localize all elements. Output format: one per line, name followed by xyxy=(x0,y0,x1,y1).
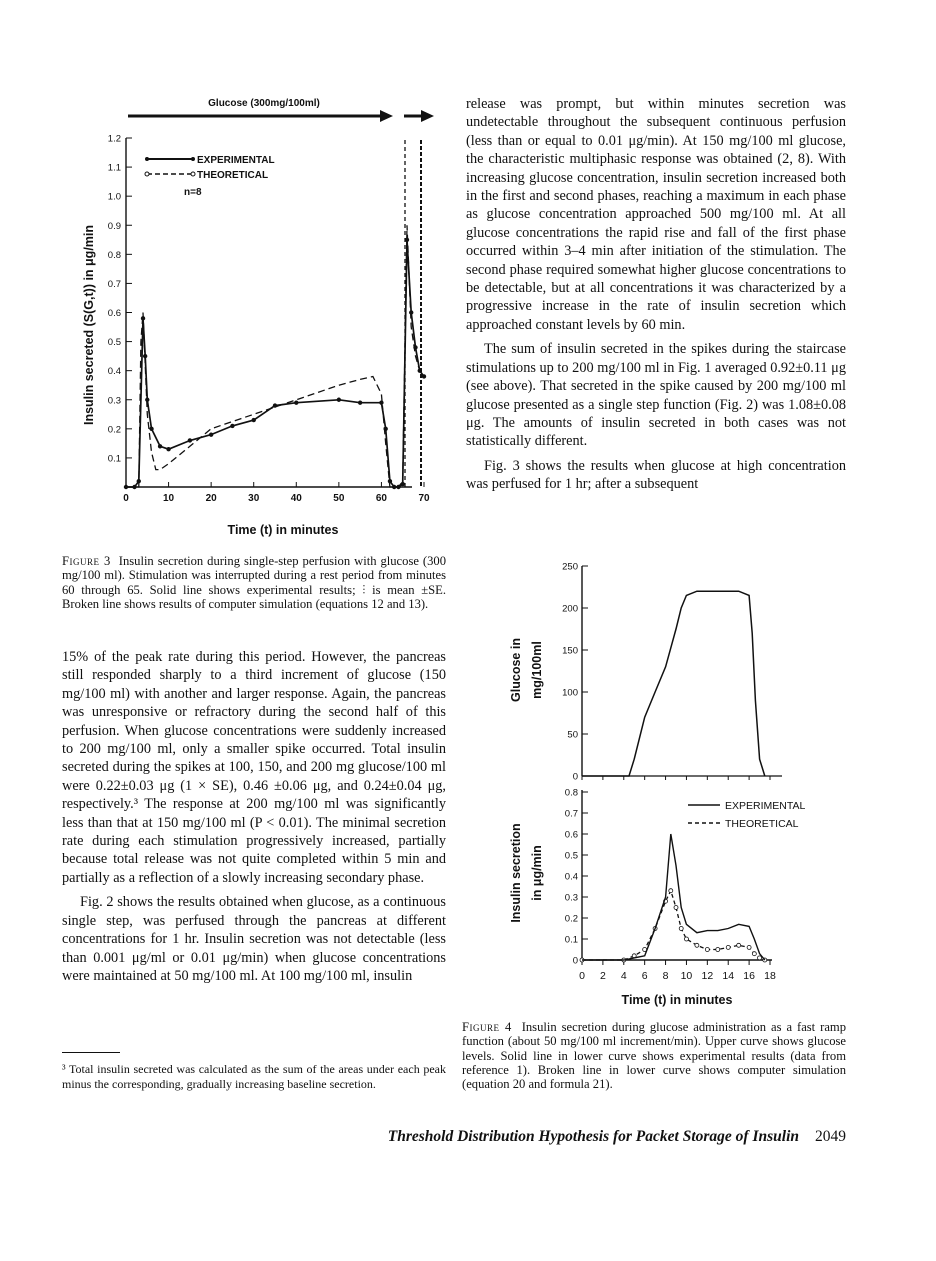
fig3-experimental-line-point xyxy=(150,427,154,431)
fig4-x-tick-label: 2 xyxy=(599,970,606,982)
running-title: Threshold Distribution Hypothesis for Packet Storage of Insulin xyxy=(387,1128,799,1145)
fig3-ylabel: Insulin secreted (S(G,t)) in μg/min xyxy=(82,224,96,426)
page-footer xyxy=(320,1128,846,1146)
fig4-bottom-y-tick-label: 0 xyxy=(572,955,578,967)
fig4-theoretical-line-point xyxy=(737,943,741,947)
fig4-theoretical-line-point xyxy=(653,927,657,931)
fig4-top-y-tick-label: 100 xyxy=(562,687,578,699)
fig4-x-tick-label: 4 xyxy=(620,970,627,982)
fig4-bottom-ylabel-2: in μg/min xyxy=(530,845,544,901)
fig4-top-y-tick-label: 200 xyxy=(562,603,578,615)
fig3-experimental-line-point xyxy=(143,354,147,358)
fig4-theoretical-line-point xyxy=(643,948,647,952)
fig3-experimental-line-point xyxy=(209,433,213,437)
fig3-y-tick-label: 0.7 xyxy=(107,278,121,290)
fig3-experimental-line-point xyxy=(158,444,162,448)
fig3-y-tick-label: 0.1 xyxy=(107,453,121,465)
fig3-experimental-line-point xyxy=(401,482,405,486)
fig4-bottom-ylabel-1: Insulin secretion xyxy=(509,823,523,923)
fig4-theoretical-line-point xyxy=(679,927,683,931)
fig4-x-tick-label: 8 xyxy=(662,970,669,982)
left-column-text xyxy=(62,648,446,985)
fig4-xlabel: Time (t) in minutes xyxy=(621,993,733,1007)
fig3-experimental-line-point xyxy=(418,369,422,373)
fig4-theoretical-line-point xyxy=(622,958,626,962)
fig3-experimental-line-point xyxy=(273,404,277,408)
fig3-experimental-line-point xyxy=(414,346,418,350)
left-paragraph-2: Fig. 2 shows the results obtained when glucose, as a continuous single step, was perfused through the pancreas at different concentrations for 1 hr. Insulin secretion was not detectable (less than 0.001 μg/ml or 0.01 μg/min) when glucose concentrations were maintained at 50 mg/100 ml. At 100 mg/100 ml, insulin xyxy=(62,894,446,984)
figure-3-caption-label: Figure 3 xyxy=(62,554,111,568)
right-paragraph-2: The sum of insulin secreted in the spikes during the staircase stimulations up to 200 mg/100 ml in Fig. 1 averaged 0.92±0.11 μg (see above). That secreted in the spike caused by 200 mg/100 ml glucose presented as a single step function (Fig. 2) was 1.08±0.08 μg. The amounts of insulin secreted in both cases was not statistically different. xyxy=(466,341,846,450)
fig4-bottom-y-tick-label: 0.1 xyxy=(564,934,578,946)
fig4-theoretical-line-point xyxy=(674,906,678,910)
fig3-legend-theo-marker xyxy=(145,172,149,176)
figure-3-plot xyxy=(82,98,434,537)
fig4-top-y-tick-label: 50 xyxy=(567,729,578,741)
fig3-experimental-line xyxy=(126,240,424,487)
fig3-x-tick-label: 40 xyxy=(290,493,302,504)
fig4-x-tick-label: 14 xyxy=(722,970,735,982)
fig3-y-tick-label: 0.9 xyxy=(107,220,121,232)
fig4-theoretical-line-point xyxy=(758,956,762,960)
fig4-theoretical-line-point xyxy=(752,952,756,956)
fig3-legend-exp: EXPERIMENTAL xyxy=(197,155,275,166)
fig4-legend-theo: THEORETICAL xyxy=(725,818,799,830)
fig4-bottom-y-tick-label: 0.6 xyxy=(564,829,578,841)
footnote-rule xyxy=(62,1052,120,1053)
fig3-x-tick-label: 50 xyxy=(333,493,345,504)
fig3-experimental-line-point xyxy=(422,375,426,379)
figure-3-caption-text: Insulin secretion during single-step perfusion with glucose (300 mg/100 ml). Stimulation was interrupted during a rest period from minutes 60 through 65. Solid line shows experimental results; ⫶ is mean ±SE. Broken line shows results of computer simulation (equations 12 and 13). xyxy=(62,554,446,611)
fig4-top-y-tick-label: 250 xyxy=(562,561,578,573)
fig4-theoretical-line-point xyxy=(664,899,668,903)
left-paragraph-1: 15% of the peak rate during this period. However, the pancreas still responded sharply to a third increment of glucose (150 mg/100 ml) with another and larger response. Again, the pancreas was unresponsive or refractory during the second half of this perfusion. When glucose concentrations were suddenly increased to 200 mg/100 ml, only a smaller spike occurred. Total insulin secreted during the spikes at 100, 150, and 200 mg glucose/100 ml were 0.22±0.03 μg (1 × SE), 0.46 ±0.06 μg, and 0.24±0.04 μg, respectively.³ The response at 200 mg/100 ml was significantly less than that at 150 mg/100 ml (P < 0.01). The minimal secretion rate during each stimulation progressively increased, partially because total release was not quite completed within 5 min and partially as a reflection of a slowly increasing secondary phase. xyxy=(62,649,446,886)
fig4-x-tick-label: 6 xyxy=(641,970,648,982)
fig4-bottom-y-tick-label: 0.8 xyxy=(564,787,578,799)
fig3-experimental-line-point xyxy=(409,311,413,315)
fig4-theoretical-line-point xyxy=(684,937,688,941)
fig3-y-tick-label: 1.0 xyxy=(107,191,121,203)
right-paragraph-1: release was prompt, but within minutes secretion was undetectable throughout the subsequent continuous perfusion (less than or equal to 0.01 μg/min). At 150 mg/100 ml glucose, the characteristic multiphasic response was obtained (2, 8). With increasing glucose concentration, insulin secretion increased both in the first and second phases, reaching a maximum in each phase as glucose concentration approached 500 mg/100 ml. At all glucose concentrations the rapid rise and fall of the first phase occurred within 3–4 min after initiation of the stimulation. The second phase required somewhat higher glucose concentrations to be detectable, but at all concentrations it was characterized by a progressive increase in the rate of insulin secretion which approached constant levels by 60 min. xyxy=(466,96,846,333)
fig3-experimental-line-point xyxy=(145,398,149,402)
fig4-x-tick-label: 18 xyxy=(764,970,776,982)
fig3-experimental-line-point xyxy=(252,418,256,422)
fig3-n-label: n=8 xyxy=(184,187,202,198)
fig3-x-tick-label: 60 xyxy=(375,493,387,504)
fig3-y-tick-label: 1.1 xyxy=(107,162,121,174)
fig4-experimental-line xyxy=(582,834,765,960)
fig3-experimental-line-point xyxy=(337,398,341,402)
figure-4-caption-label: Figure 4 xyxy=(462,1020,512,1034)
fig3-legend-theo: THEORETICAL xyxy=(197,170,269,181)
fig3-glucose-label: Glucose (300mg/100ml) xyxy=(208,98,320,109)
fig4-bottom-y-tick-label: 0.2 xyxy=(564,913,578,925)
fig4-theoretical-line xyxy=(582,891,765,960)
fig3-glucose-arrowhead-2 xyxy=(421,110,434,122)
fig4-top-y-tick-label: 0 xyxy=(572,771,578,783)
fig4-theoretical-line-point xyxy=(669,889,673,893)
figure-4-caption xyxy=(462,1020,846,1091)
fig3-y-tick-label: 0.2 xyxy=(107,424,121,436)
fig3-xlabel: Time (t) in minutes xyxy=(227,523,339,537)
fig3-experimental-line-point xyxy=(141,317,145,321)
fig4-theoretical-line-point xyxy=(763,958,767,962)
right-column-text xyxy=(466,95,846,494)
fig3-y-tick-label: 0.4 xyxy=(107,366,121,378)
right-paragraph-3: Fig. 3 shows the results when glucose at high concentration was perfused for 1 hr; after a subsequent xyxy=(466,457,846,493)
fig4-theoretical-line-point xyxy=(716,948,720,952)
fig4-x-tick-label: 0 xyxy=(579,970,585,982)
fig3-experimental-line-point xyxy=(388,479,392,483)
fig3-y-tick-label: 0.8 xyxy=(107,249,121,261)
fig3-x-tick-label: 0 xyxy=(123,493,129,504)
fig3-legend-exp-marker-2 xyxy=(191,157,195,161)
footnote: ³ Total insulin secreted was calculated as the sum of the areas under each peak minus the corresponding, gradually increasing baseline secretion. xyxy=(62,1062,446,1091)
fig3-theoretical-line xyxy=(126,225,424,487)
fig4-theoretical-line-point xyxy=(632,954,636,958)
fig3-experimental-line-point xyxy=(392,485,396,489)
fig3-experimental-line-point xyxy=(137,479,141,483)
fig4-legend-exp: EXPERIMENTAL xyxy=(725,800,806,812)
fig4-top-y-tick-label: 150 xyxy=(562,645,578,657)
fig4-theoretical-line-point xyxy=(705,948,709,952)
fig3-y-tick-label: 0.6 xyxy=(107,308,121,319)
fig4-theoretical-line-point xyxy=(695,943,699,947)
fig3-legend-theo-marker-2 xyxy=(191,172,195,176)
fig3-experimental-line-point xyxy=(124,485,128,489)
fig3-glucose-arrowhead xyxy=(380,110,393,122)
fig3-y-tick-label: 1.2 xyxy=(107,133,121,145)
fig3-experimental-line-point xyxy=(294,401,298,405)
fig3-y-tick-label: 0.5 xyxy=(107,337,121,349)
fig4-top-ylabel-2: mg/100ml xyxy=(530,641,544,699)
fig3-experimental-line-point xyxy=(188,439,192,443)
fig4-glucose-line xyxy=(582,591,765,776)
fig3-experimental-line-point xyxy=(358,401,362,405)
fig4-theoretical-line-point xyxy=(747,945,751,949)
fig4-x-tick-label: 12 xyxy=(701,970,714,982)
fig3-x-tick-label: 70 xyxy=(418,493,430,504)
fig4-bottom-y-tick-label: 0.3 xyxy=(564,892,578,904)
fig3-experimental-line-point xyxy=(167,447,171,451)
fig4-theoretical-line-point xyxy=(726,945,730,949)
fig4-bottom-y-tick-label: 0.7 xyxy=(564,808,578,820)
fig3-x-tick-label: 30 xyxy=(248,493,260,504)
fig4-theoretical-line-point xyxy=(580,958,584,962)
figure-4-caption-text: Insulin secretion during glucose administration as a fast ramp function (about 50 mg/100 ml increment/min). Upper curve shows glucose levels. Solid line in lower curve shows experimental results (data from reference 1). Broken line in lower curve shows computer simulation (equation 20 and formula 21). xyxy=(462,1020,847,1092)
fig4-top-ylabel-1: Glucose in xyxy=(509,638,523,702)
figure-3-caption xyxy=(62,554,446,611)
fig3-experimental-line-point xyxy=(133,485,137,489)
fig3-experimental-line-point xyxy=(405,238,409,242)
fig4-x-tick-label: 16 xyxy=(743,970,755,982)
fig3-x-tick-label: 10 xyxy=(163,493,175,504)
fig4-x-tick-label: 10 xyxy=(680,970,693,982)
page-number: 2049 xyxy=(815,1128,846,1145)
fig4-bottom-y-tick-label: 0.5 xyxy=(564,850,578,862)
fig3-experimental-line-point xyxy=(231,424,235,428)
fig3-x-tick-label: 20 xyxy=(205,493,217,504)
fig3-experimental-line-point xyxy=(384,427,388,431)
fig3-y-tick-label: 0.3 xyxy=(107,395,121,407)
fig3-legend-exp-marker xyxy=(145,157,149,161)
fig3-experimental-line-point xyxy=(380,401,384,405)
fig4-bottom-y-tick-label: 0.4 xyxy=(564,871,578,883)
figure-4-plot xyxy=(509,562,805,1008)
fig3-experimental-line-point xyxy=(397,485,401,489)
